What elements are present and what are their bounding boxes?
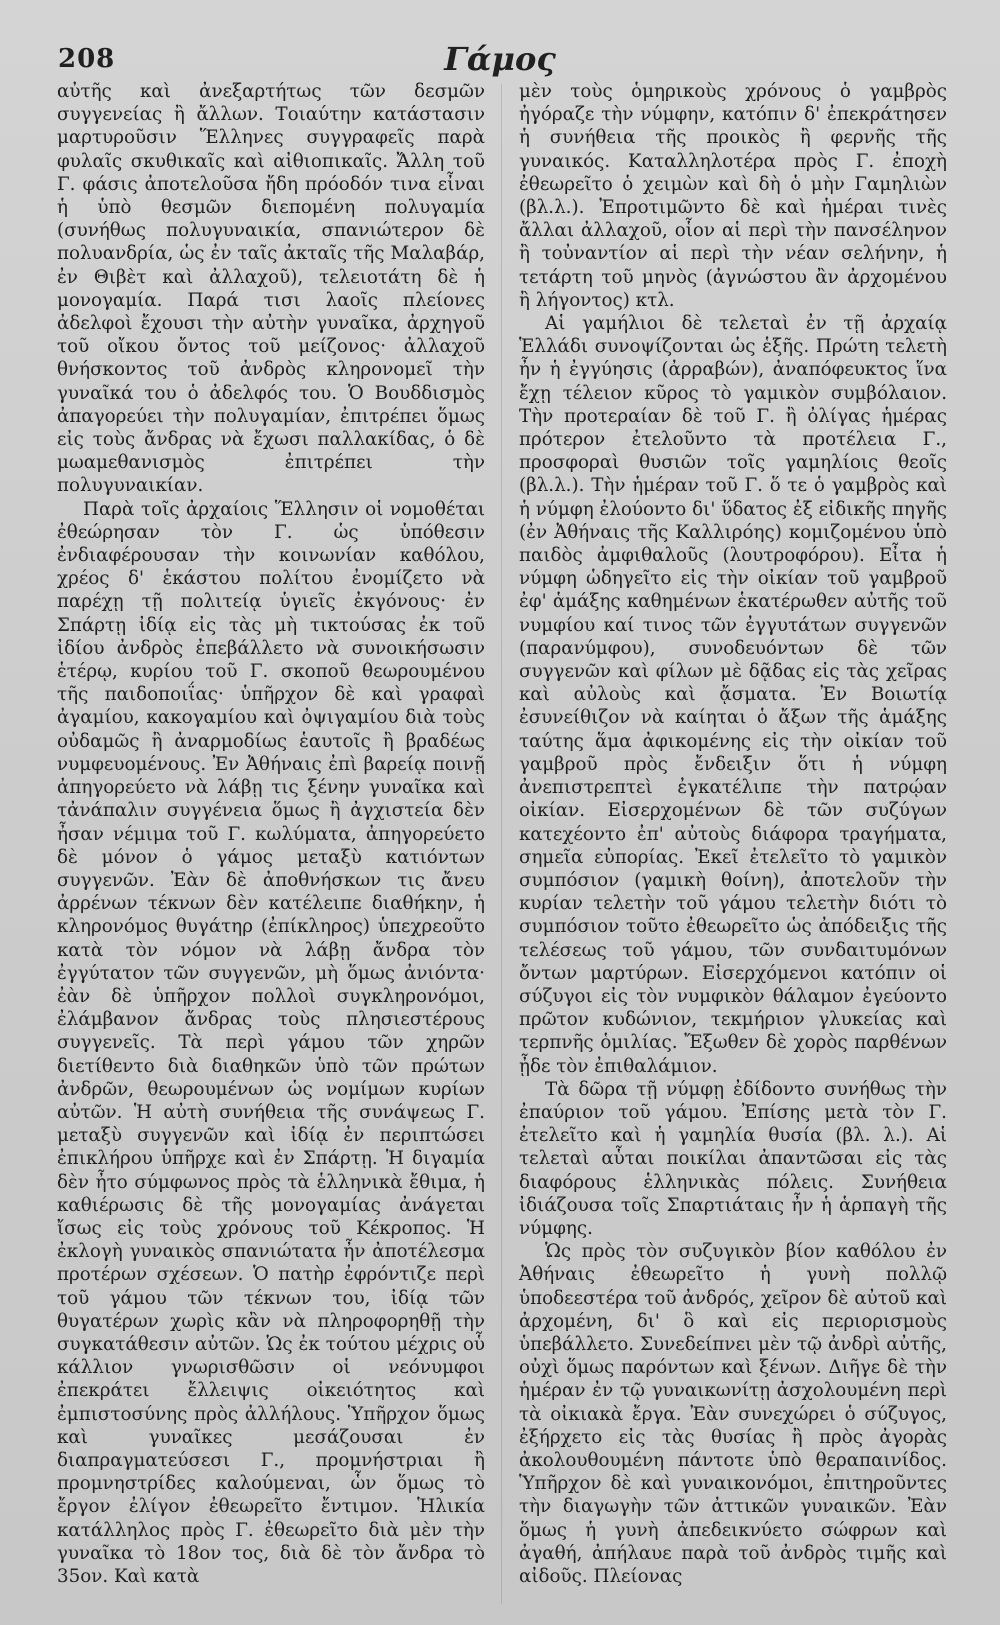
- column-divider: [501, 84, 502, 1604]
- left-paragraph-2: Παρὰ τοῖς ἀρχαίοις Ἕλλησιν οἱ νομοθέται ἐθεώρησαν τὸν Γ. ὡς ὑπόθεσιν ἐνδιαφέρουσαν τὴν κοινωνίαν καθόλου, χρέος δ' ἑκάστου πολίτου ἐνομίζετο νὰ παρέχῃ τῇ πολιτείᾳ ὑγιεῖς ἐκγόνους· ἐν Σπάρτῃ ἰδίᾳ εἰς τὰς μὴ τικτούσας ἐκ τοῦ ἰδίου ἀνδρὸς ἐπεβάλλετο νὰ συνοικήσωσιν ἑτέρῳ, κυρίου τοῦ Γ. σκοποῦ θεωρουμένου τῆς παιδοποιΐας· ὑπῆρχον δὲ καὶ γραφαὶ ἀγαμίου, κακογαμίου καὶ ὀψιγαμίου διὰ τοὺς οὐδαμῶς ἢ ἀναρμοδίως ἑαυτοῖς ἢ βραδέως νυμφευομένους. Ἐν Ἀθήναις ἐπὶ βαρείᾳ ποινῇ ἀπηγορεύετο νὰ λάβῃ τις ξένην γυναῖκα καὶ τἀνάπαλιν συγγένεια ὅμως ἢ ἀγχιστεία δὲν ἦσαν νέμιμα τοῦ Γ. κωλύματα, ἀπηγορεύετο δὲ μόνον ὁ γάμος μεταξὺ κατιόντων συγγενῶν. Ἐὰν δὲ ἀποθνήσκων τις ἄνευ ἀρρένων τέκνων δὲν κατέλειπε διαθήκην, ἡ κληρονόμος θυγάτηρ (ἐπίκληρος) ὑπεχρεοῦτο κατὰ τὸν νόμον νὰ λάβῃ ἄνδρα τὸν ἐγγύτατον τῶν συγγενῶν, μὴ ὅμως ἀνιόντα· ἐὰν δὲ ὑπῆρχον πολλοὶ συγκληρονόμοι, ἐλάμβανον ἄνδρας τοὺς πλησιεστέρους συγγενεῖς. Τὰ περὶ γάμου τῶν χηρῶν διετίθεντο διὰ διαθηκῶν ὑπὸ τῶν πρώτων ἀνδρῶν, θεωρουμένων ὡς νομίμων κυρίων αὐτῶν. Ἡ αὐτὴ συνήθεια τῆς συνάψεως Γ. μεταξὺ συγγενῶν καὶ ἰδίᾳ ἐν περιπτώσει ἐπικλήρου ὑπῆρχε καὶ ἐν Σπάρτῃ. Ἡ διγαμία δὲν ἦτο σύμφωνος πρὸς τὰ ἑλληνικὰ ἔθιμα, ἡ καθιέρωσις δὲ τῆς μονογαμίας ἀνάγεται ἴσως εἰς τοὺς χρόνους τοῦ Κέκροπος. Ἡ ἐκλογὴ γυναικὸς σπανιώτατα ἦν ἀποτέλεσμα προτέρων σχέσεων. Ὁ πατὴρ ἐφρόντιζε περὶ τοῦ γάμου τῶν τέκνων του, ἰδίᾳ τῶν θυγατέρων χωρὶς κἂν νὰ πληροφορηθῇ τὴν συγκατάθεσιν αὐτῶν. Ὡς ἐκ τούτου μέχρις οὗ κάλλιον γνωρισθῶσιν οἱ νεόνυμφοι ἐπεκράτει ἔλλειψις οἰκειότητος καὶ ἐμπιστοσύνης πρὸς ἀλλήλους. Ὑπῆρχον ὅμως καὶ γυναῖκες μεσάζουσαι ἐν διαπραγματεύσεσι Γ., προμνήστριαι ἢ προμνηστρίδες καλούμεναι, ὧν ὅμως τὸ ἔργον ἐλίγον ἐθεωρεῖτο ἔντιμον. Ἡλικία κατάλληλος πρὸς Γ. ἐθεωρεῖτο διὰ μὲν τὴν γυναῖκα τὸ 18ον τος, διὰ δὲ τὸν ἄνδρα τὸ 35ον. Καὶ κατὰ: [57, 498, 485, 1587]
- left-text-column: [57, 80, 485, 1588]
- right-paragraph-4: Ὡς πρὸς τὸν συζυγικὸν βίον καθόλου ἐν Ἀθήναις ἐθεωρεῖτο ἡ γυνὴ πολλῷ ὑποδεεστέρα τοῦ ἀνδρός, χεῖρον δὲ αὐτοῦ καὶ ἀρχομένη, δι' ὃ καὶ εἰς περιορισμοὺς ὑπεβάλλετο. Συνεδείπνει μὲν τῷ ἀνδρὶ αὐτῆς, οὐχὶ ὅμως παρόντων καὶ ξένων. Διῆγε δὲ τὴν ἡμέραν ἐν τῷ γυναικωνίτῃ ἀσχολουμένη περὶ τὰ οἰκιακὰ ἔργα. Ἐὰν συνεχώρει ὁ σύζυγος, ἐξήρχετο εἰς τὰς θυσίας ἢ πρὸς ἀγορὰς ἀκολουθουμένη πάντοτε ὑπὸ θεραπαινίδος. Ὑπῆρχον δὲ καὶ γυναικονόμοι, ἐπιτηροῦντες τὴν διαγωγὴν τῶν ἀττικῶν γυναικῶν. Ἐὰν ὅμως ἡ γυνὴ ἀπεδεικνύετο σώφρων καὶ ἀγαθή, ἀπήλαυε παρὰ τοῦ ἀνδρὸς τιμῆς καὶ αἰδοῦς. Πλείονας: [519, 1241, 947, 1587]
- page-number: 208: [58, 44, 116, 74]
- left-paragraph-1: αὐτῆς καὶ ἀνεξαρτήτως τῶν δεσμῶν συγγενείας ἢ ἄλλων. Τοιαύτην κατάστασιν μαρτυροῦσιν Ἕλληνες συγγραφεῖς παρὰ φυλαῖς σκυθικαῖς καὶ αἰθιοπικαῖς. Ἄλλη τοῦ Γ. φάσις ἀποτελοῦσα ἤδη πρόοδόν τινα εἶναι ἡ ὑπὸ θεσμῶν διεπομένη πολυγαμία (συνήθως πολυγυναικία, σπανιώτερον δὲ πολυανδρία, ὡς ἐν ταῖς ἀκταῖς τῆς Μαλαβάρ, ἐν Θιβὲτ καὶ ἀλλαχοῦ), τελειοτάτη δὲ ἡ μονογαμία. Παρά τισι λαοῖς πλείονες ἀδελφοὶ ἔχουσι τὴν αὐτὴν γυναῖκα, ἀρχηγοῦ τοῦ οἴκου ὄντος τοῦ μείζονος· ἀλλαχοῦ θνήσκοντος τοῦ ἀνδρὸς κληρονομεῖ τὴν γυναῖκά του ὁ ἀδελφός του. Ὁ Βουδδισμὸς ἀπαγορεύει τὴν πολυγαμίαν, ἐπιτρέπει ὅμως εἰς τοὺς ἄνδρας νὰ ἔχωσι παλλακίδας, ὁ δὲ μωαμεθανισμὸς ἐπιτρέπει τὴν πολυγυναικίαν.: [57, 81, 485, 497]
- right-paragraph-2: Αἱ γαμήλιοι δὲ τελεταὶ ἐν τῇ ἀρχαίᾳ Ἑλλάδι συνοψίζονται ὡς ἑξῆς. Πρώτη τελετὴ ἦν ἡ ἐγγύησις (ἀρραβών), ἀναπόφευκτος ἵνα ἔχῃ τέλειον κῦρος τὸ γαμικὸν συμβόλαιον. Τὴν προτεραίαν δὲ τοῦ Γ. ἢ ὀλίγας ἡμέρας πρότερον ἐτελοῦντο τὰ προτέλεια Γ., προσφοραὶ θυσιῶν τοῖς γαμηλίοις θεοῖς (βλ.λ.). Τὴν ἡμέραν τοῦ Γ. ὅ τε ὁ γαμβρὸς καὶ ἡ νύμφη ἐλούοντο δι' ὕδατος ἐξ εἰδικῆς πηγῆς (ἐν Ἀθήναις τῆς Καλλιρόης) κομιζομένου ὑπὸ παιδὸς ἀμφιθαλοῦς (λουτροφόρου). Εἶτα ἡ νύμφη ὡδηγεῖτο εἰς τὴν οἰκίαν τοῦ γαμβροῦ ἐφ' ἁμάξης καθημένων ἑκατέρωθεν αὐτῆς τοῦ νυμφίου καί τινος τῶν ἐγγυτάτων συγγενῶν (παρανύμφου), συνοδευόντων δὲ τῶν συγγενῶν καὶ φίλων μὲ δᾷδας εἰς τὰς χεῖρας καὶ αὐλοὺς καὶ ᾄσματα. Ἐν Βοιωτίᾳ ἐσυνείθιζον νὰ καίηται ὁ ἄξων τῆς ἁμάξης ταύτης ἅμα ἀφικομένης εἰς τὴν οἰκίαν τοῦ γαμβροῦ πρὸς ἔνδειξιν ὅτι ἡ νύμφη ἀνεπιστρεπτεὶ ἐγκατέλιπε τὴν πατρῴαν οἰκίαν. Εἰσερχομένων δὲ τῶν συζύγων κατεχέοντο ἐπ' αὐτοὺς διάφορα τραγήματα, σημεῖα εὐπορίας. Ἐκεῖ ἐτελεῖτο τὸ γαμικὸν συμπόσιον (γαμικὴ θοίνη), ἀποτελοῦν τὴν κυρίαν τελετὴν τοῦ γάμου τελετὴν διότι τὸ συμπόσιον τοῦτο ἐθεωρεῖτο ὡς ἀπόδειξις τῆς τελέσεως τοῦ γάμου, τῶν συνδαιτυμόνων ὄντων μαρτύρων. Εἰσερχόμενοι κατόπιν οἱ σύζυγοι εἰς τὸν νυμφικὸν θάλαμον ἐγεύοντο πρῶτον κυδώνιον, τεκμήριον γλυκείας καὶ τερπνῆς ὁμιλίας. Ἔξωθεν δὲ χορὸς παρθένων ᾖδε τὸν ἐπιθαλάμιον.: [519, 313, 947, 1077]
- running-head-title: Γάμος: [444, 40, 556, 78]
- right-paragraph-1: μὲν τοὺς ὁμηρικοὺς χρόνους ὁ γαμβρὸς ἠγόραζε τὴν νύμφην, κατόπιν δ' ἐπεκράτησεν ἡ συνήθεια τῆς προικὸς ἢ φερνῆς τῆς γυναικός. Καταλληλοτέρα πρὸς Γ. ἐποχὴ ἐθεωρεῖτο ὁ χειμὼν καὶ δὴ ὁ μὴν Γαμηλιὼν (βλ.λ.). Ἐπροτιμῶντο δὲ καὶ ἡμέραι τινὲς ἄλλαι ἀλλαχοῦ, οἷον αἱ περὶ τὴν πανσέληνον ἢ τοὐναντίον αἱ περὶ τὴν νέαν σελήνην, ἡ τετάρτη τοῦ μηνὸς (ἀγνώστου ἂν ἀρχομένου ἢ λήγοντος) κτλ.: [519, 81, 947, 311]
- right-paragraph-3: Τὰ δῶρα τῇ νύμφῃ ἐδίδοντο συνήθως τὴν ἐπαύριον τοῦ γάμου. Ἐπίσης μετὰ τὸν Γ. ἐτελεῖτο καὶ ἡ γαμηλία θυσία (βλ. λ.). Αἱ τελεταὶ αὗται ποικίλαι ἀπαντῶσαι εἰς τὰς διαφόρους ἑλληνικὰς πόλεις. Συνήθεια ἰδιάζουσα τοῖς Σπαρτιάταις ἦν ἡ ἁρπαγὴ τῆς νύμφης.: [519, 1078, 947, 1239]
- right-text-column: [519, 80, 947, 1588]
